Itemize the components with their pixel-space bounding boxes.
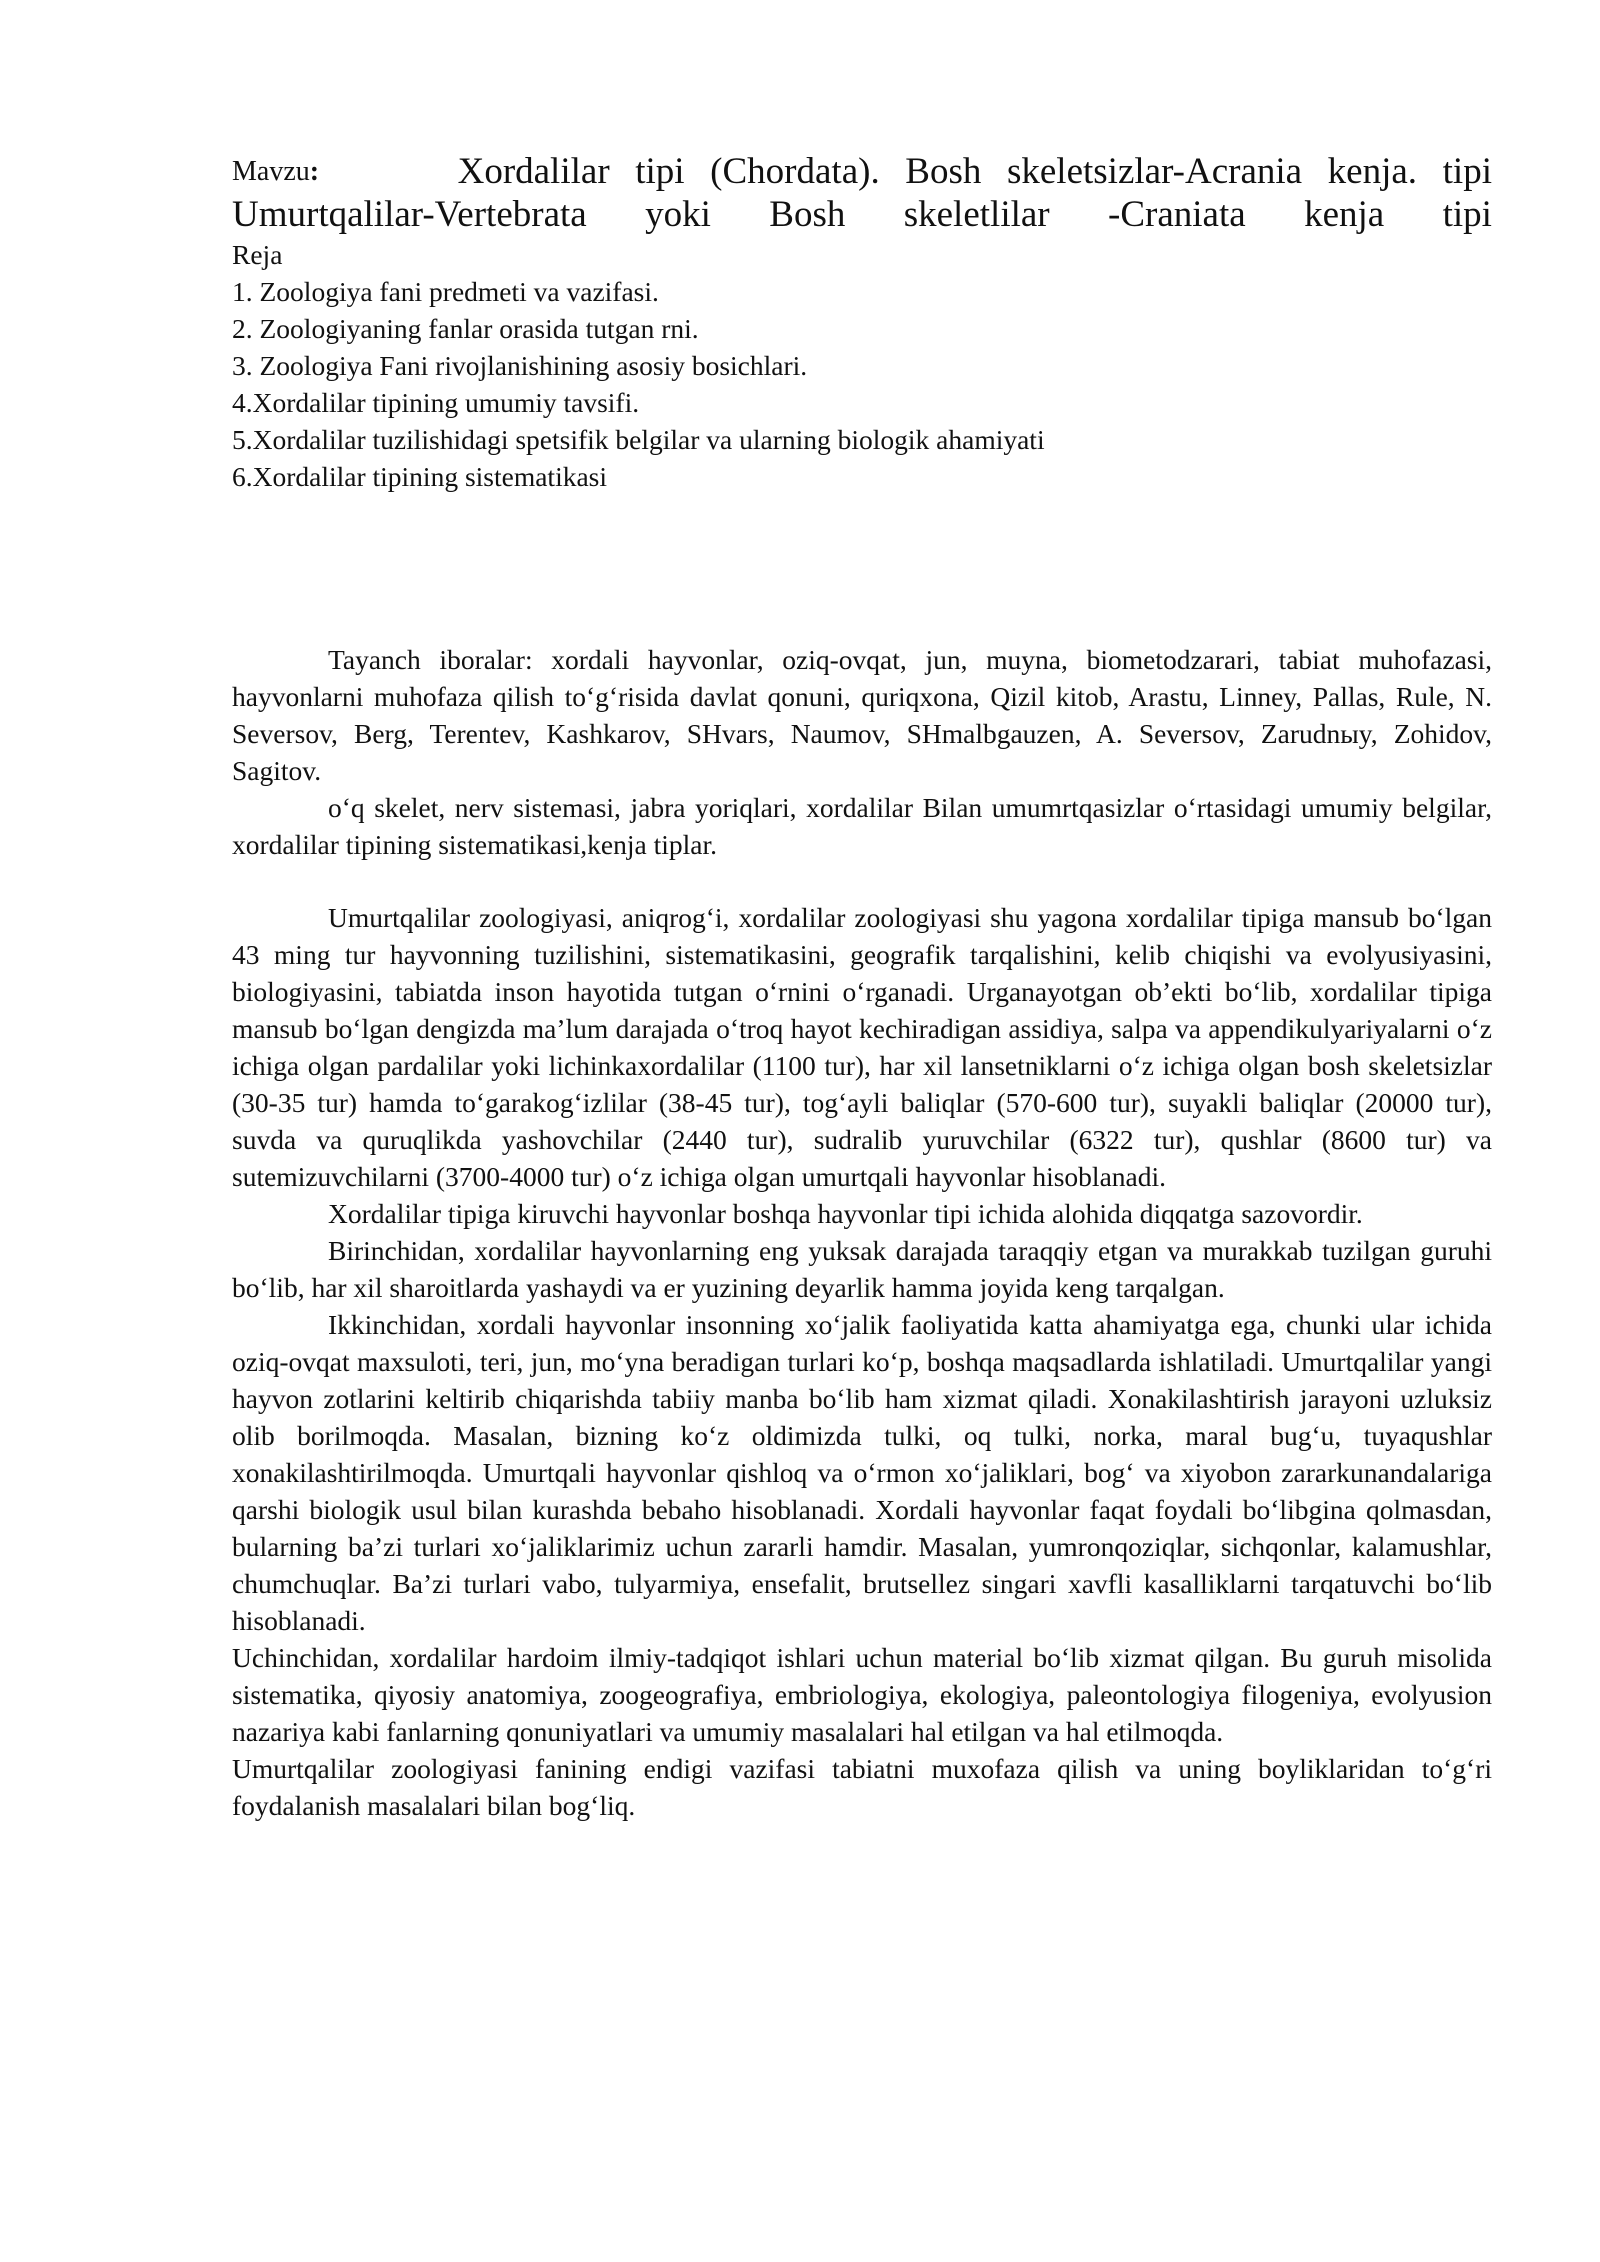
title-line-1 <box>232 150 1492 193</box>
title-word: Bosh <box>905 151 982 192</box>
document-content <box>232 150 1492 1824</box>
plan-item: 1. Zoologiya fani predmeti va vazifasi. <box>232 276 659 307</box>
title-word: tipi <box>1442 194 1492 235</box>
body-paragraph: Umurtqalilar zoologiyasi fanining endigi vazifasi tabiatni muxofaza qilish va uning boyliklaridan to‘g‘ri foydalanish masalalari bilan bog‘liq. <box>232 1753 1492 1821</box>
mavzu-label <box>232 150 432 193</box>
title-word: skeletlilar <box>903 194 1050 235</box>
spacer <box>232 863 1492 899</box>
title-word: tipi <box>1442 151 1492 192</box>
title-word: Xordalilar <box>457 151 610 192</box>
topic-title <box>232 150 1492 236</box>
mavzu-label-text: Mavzu <box>232 156 310 187</box>
title-word: (Chordata). <box>710 151 880 192</box>
body-paragraph: Xordalilar tipiga kiruvchi hayvonlar boshqa hayvonlar tipi ichida alohida diqqatga sazovordir. <box>328 1198 1363 1229</box>
title-word: Umurtqalilar-Vertebrata <box>232 194 587 235</box>
plan-section <box>232 236 1492 495</box>
plan-item: 4.Xordalilar tipining umumiy tavsifi. <box>232 387 640 418</box>
plan-heading: Reja <box>232 239 283 270</box>
plan-item: 6.Xordalilar tipining sistematikasi <box>232 461 608 492</box>
body-paragraph: Ikkinchidan, xordali hayvonlar insonning xo‘jalik faoliyatida katta ahamiyatga ega, chunki ular ichida oziq-ovqat maxsuloti, teri, jun, mo‘yna beradigan turlari ko‘p, boshqa maqsadlarda ishlatiladi. Umurtqalilar yangi hayvon zotlarini keltirib chiqarishda tabiiy manba bo‘lib ham xizmat qiladi. Xonakilashtirish jarayoni uzluksiz olib borilmoqda. Masalan, bizning ko‘z oldimizda tulki, oq tulki, norka, maral bug‘u, tuyaqushlar xonakilashtirilmoqda. Umurtqali hayvonlar qishloq va o‘rmon xo‘jaliklari, bog‘ va xiyobon zararkunandalariga qarshi biologik usul bilan kurashda bebaho hisoblanadi. Xordali hayvonlar faqat foydali bo‘libgina qolmasdan, bularning ba’zi turlari xo‘jaliklarimiz uchun zararli hamdir. Masalan, yumronqoziqlar, sichqonlar, kalamushlar, chumchuqlar. Ba’zi turlari vabo, tulyarmiya, ensefalit, brutsellez singari xavfli kasalliklarni tarqatuvchi bo‘lib hisoblanadi. <box>232 1309 1492 1636</box>
body-paragraph: Umurtqalilar zoologiyasi, aniqrog‘i, xordalilar zoologiyasi shu yagona xordalilar tipiga mansub bo‘lgan 43 ming tur hayvonning tuzilishini, sistematikasini, geografik tarqalishini, kelib chiqishi va evolyusiyasini, biologiyasini, tabiatda inson hayotida tutgan o‘rnini o‘rganadi. Urganayotgan ob’ekti bo‘lib, xordalilar tipiga mansub bo‘lgan dengizda ma’lum darajada o‘troq hayot kechiradigan assidiya, salpa va appendikulyariyalarni o‘z ichiga olgan pardalilar yoki lichinkaxordalilar (1100 tur), har xil lansetniklarni o‘z ichiga olgan bosh skeletsizlar (30-35 tur) hamda to‘garakog‘izlilar (38-45 tur), tog‘ayli baliqlar (570-600 tur), suyakli baliqlar (20000 tur), suvda va quruqlikda yashovchilar (2440 tur), sudralib yuruvchilar (6322 tur), qushlar (8600 tur) va sutemizuvchilarni (3700-4000 tur) o‘z ichiga olgan umurtqali hayvonlar hisoblanadi. <box>232 902 1492 1192</box>
mavzu-colon: : <box>309 156 320 187</box>
plan-item: 2. Zoologiyaning fanlar orasida tutgan rni. <box>232 313 699 344</box>
title-word: yoki <box>645 194 711 235</box>
title-word: skeletsizlar-Acrania <box>1006 151 1303 192</box>
title-word: Bosh <box>769 194 846 235</box>
title-line-2 <box>232 193 1492 236</box>
title-word: kenja. <box>1327 151 1418 192</box>
features-paragraph: o‘q skelet, nerv sistemasi, jabra yoriqlari, xordalilar Bilan umumrtqasizlar o‘rtasidagi umumiy belgilar, xordalilar tipining sistematikasi,kenja tiplar. <box>232 792 1492 860</box>
title-word: tipi <box>635 151 685 192</box>
spacer <box>232 495 1492 641</box>
key-terms-paragraph: Tayanch iboralar: xordali hayvonlar, oziq-ovqat, jun, muyna, biometodzarari, tabiat muhofazasi, hayvonlarni muhofaza qilish to‘g‘risida davlat qonuni, quriqxona, Qizil kitob, Arastu, Linney, Pallas, Rule, N. Seversov, Berg, Terentev, Kashkarov, SHvars, Naumov, SHmalbgauzen, A. Seversov, Zarudnыy, Zohidov, Sagitov. <box>232 644 1492 786</box>
title-word: -Craniata <box>1108 194 1246 235</box>
title-word: kenja <box>1304 194 1385 235</box>
plan-item: 5.Xordalilar tuzilishidagi spetsifik belgilar va ularning biologik ahamiyati <box>232 424 1045 455</box>
body-paragraph: Uchinchidan, xordalilar hardoim ilmiy-tadqiqot ishlari uchun material bo‘lib xizmat qilgan. Bu guruh misolida sistematika, qiyosiy anatomiya, zoogeografiya, embriologiya, ekologiya, paleontologiya filogeniya, evolyusion nazariya kabi fanlarning qonuniyatlari va umumiy masalalari hal etilgan va hal etilmoqda. <box>232 1642 1492 1747</box>
plan-item: 3. Zoologiya Fani rivojlanishining asosiy bosichlari. <box>232 350 808 381</box>
body-paragraph: Birinchidan, xordalilar hayvonlarning eng yuksak darajada taraqqiy etgan va murakkab tuzilgan guruhi bo‘lib, har xil sharoitlarda yashaydi va er yuzining deyarlik hamma joyida keng tarqalgan. <box>232 1235 1492 1303</box>
